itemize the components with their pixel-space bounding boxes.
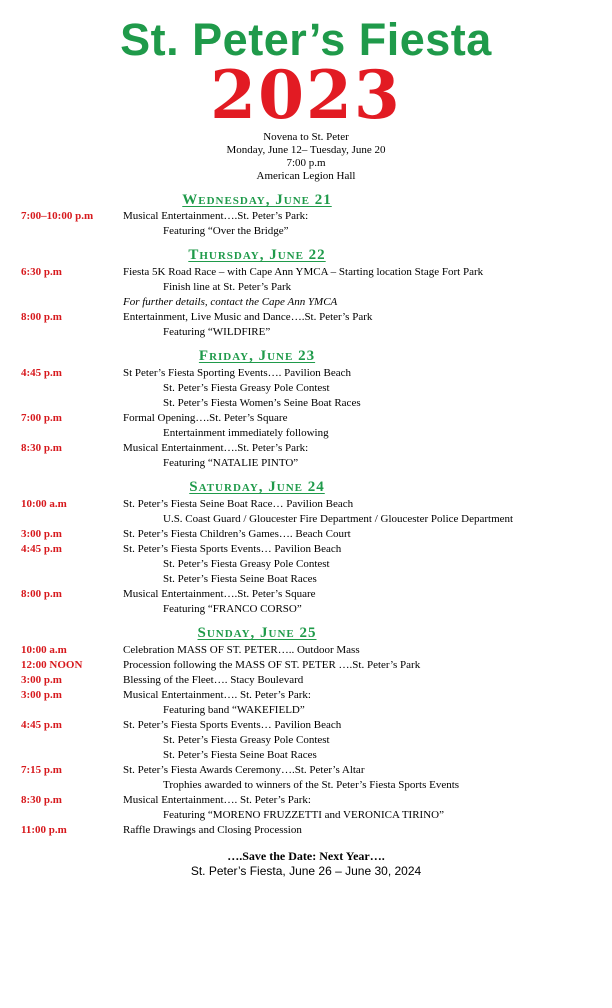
- event-line: Featuring “MORENO FRUZZETTI and VERONICA TIRINO”: [163, 809, 444, 821]
- novena-line: Monday, June 12– Tuesday, June 20: [226, 144, 386, 156]
- page-title: St. Peter’s Fiesta: [120, 14, 492, 65]
- event-line: St. Peter’s Fiesta Greasy Pole Contest: [163, 734, 330, 746]
- event-line: Fiesta 5K Road Race – with Cape Ann YMCA – Starting location Stage Fort Park: [123, 266, 484, 278]
- event-time: 10:00 a.m: [21, 498, 67, 510]
- event-line: St. Peter’s Fiesta Awards Ceremony….St. Peter’s Altar: [123, 764, 365, 776]
- event-time: 8:30 p.m: [21, 442, 62, 454]
- event-line: Musical Entertainment…. St. Peter’s Park:: [123, 689, 311, 701]
- event-line: Procession following the MASS OF ST. PETER ….St. Peter’s Park: [123, 659, 421, 671]
- event-line: St. Peter’s Fiesta Seine Boat Race… Pavilion Beach: [123, 498, 354, 510]
- event-time: 7:15 p.m: [21, 764, 62, 776]
- event-line: St. Peter’s Fiesta Sports Events… Pavilion Beach: [123, 543, 342, 555]
- event-line: Finish line at St. Peter’s Park: [163, 281, 292, 293]
- event-line: St. Peter’s Fiesta Sports Events… Pavilion Beach: [123, 719, 342, 731]
- event-line: U.S. Coast Guard / Gloucester Fire Department / Gloucester Police Department: [163, 513, 514, 525]
- year-heading: 2023: [210, 56, 402, 134]
- event-line: St. Peter’s Fiesta Women’s Seine Boat Races: [163, 397, 361, 409]
- day-heading-saturday: Saturday, June 24: [189, 479, 325, 495]
- event-time: 3:00 p.m: [21, 674, 62, 686]
- event-time: 4:45 p.m: [21, 543, 62, 555]
- event-line: Featuring “Over the Bridge”: [163, 225, 289, 237]
- event-line: St. Peter’s Fiesta Greasy Pole Contest: [163, 558, 330, 570]
- event-line: St Peter’s Fiesta Sporting Events…. Pavilion Beach: [123, 367, 352, 379]
- event-time: 7:00–10:00 p.m: [21, 210, 94, 222]
- event-time: 10:00 a.m: [21, 644, 67, 656]
- event-line: Musical Entertainment…. St. Peter’s Park:: [123, 794, 311, 806]
- event-time: 3:00 p.m: [21, 689, 62, 701]
- save-the-date: ….Save the Date: Next Year….: [227, 849, 385, 863]
- event-line: Formal Opening….St. Peter’s Square: [123, 412, 288, 424]
- day-heading-thursday: Thursday, June 22: [188, 247, 326, 263]
- event-line: Blessing of the Fleet…. Stacy Boulevard: [123, 674, 304, 686]
- event-line: Entertainment immediately following: [163, 427, 329, 439]
- novena-line: American Legion Hall: [256, 170, 356, 182]
- event-line: St. Peter’s Fiesta Seine Boat Races: [163, 749, 317, 761]
- event-line: Featuring “FRANCO CORSO”: [163, 603, 302, 615]
- event-line: Raffle Drawings and Closing Procession: [123, 824, 302, 836]
- event-time: 8:30 p.m: [21, 794, 62, 806]
- event-time: 3:00 p.m: [21, 528, 62, 540]
- event-line: St. Peter’s Fiesta Greasy Pole Contest: [163, 382, 330, 394]
- event-line: St. Peter’s Fiesta Children’s Games…. Beach Court: [123, 528, 351, 540]
- event-time: 8:00 p.m: [21, 588, 62, 600]
- event-line: Featuring “WILDFIRE”: [163, 326, 271, 338]
- event-time: 4:45 p.m: [21, 367, 62, 379]
- novena-line: Novena to St. Peter: [263, 131, 349, 143]
- event-time: 11:00 p.m: [21, 824, 67, 836]
- event-time: 4:45 p.m: [21, 719, 62, 731]
- novena-line: 7:00 p.m: [286, 157, 326, 169]
- event-line: Entertainment, Live Music and Dance….St. Peter’s Park: [123, 311, 373, 323]
- event-time: 8:00 p.m: [21, 311, 62, 323]
- event-line: Musical Entertainment….St. Peter’s Park:: [123, 210, 309, 222]
- event-time: 6:30 p.m: [21, 266, 62, 278]
- event-line: Featuring “NATALIE PINTO”: [163, 457, 299, 469]
- event-line: Celebration MASS OF ST. PETER….. Outdoor Mass: [123, 644, 360, 656]
- novena-info: [0, 131, 612, 183]
- event-line: Trophies awarded to winners of the St. Peter’s Fiesta Sports Events: [163, 779, 460, 791]
- next-year-dates: St. Peter’s Fiesta, June 26 – June 30, 2024: [190, 864, 422, 878]
- event-line: Featuring band “WAKEFIELD”: [163, 704, 305, 716]
- event-note: For further details, contact the Cape Ann YMCA: [123, 296, 338, 308]
- event-time: 12:00 NOON: [21, 659, 83, 671]
- day-heading-wednesday: Wednesday, June 21: [182, 192, 332, 208]
- event-line: Musical Entertainment….St. Peter’s Park:: [123, 442, 309, 454]
- day-heading-sunday: Sunday, June 25: [197, 625, 317, 641]
- event-time: 7:00 p.m: [21, 412, 62, 424]
- day-heading-friday: Friday, June 23: [198, 348, 316, 364]
- event-line: Musical Entertainment….St. Peter’s Square: [123, 588, 316, 600]
- event-line: St. Peter’s Fiesta Seine Boat Races: [163, 573, 317, 585]
